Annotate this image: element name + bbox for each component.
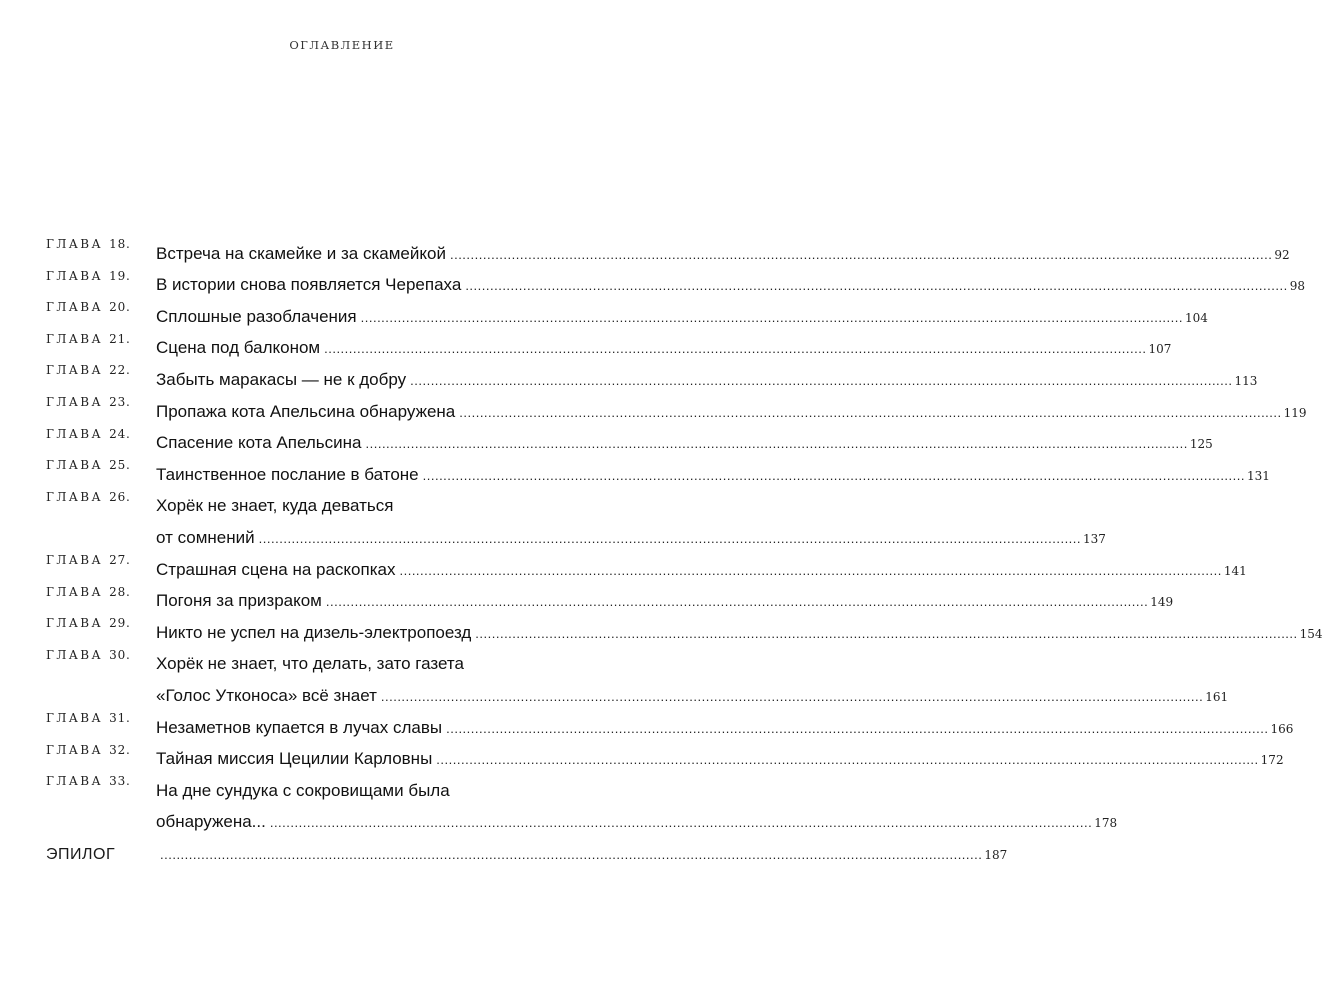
page-header: ОГЛАВЛЕНИЕ: [289, 38, 395, 52]
toc-entry[interactable]: [46, 390, 1307, 422]
leader-dots: [366, 437, 1188, 453]
chapter-title: Страшная сцена на раскопках: [156, 559, 396, 579]
toc-entry[interactable]: [46, 358, 1258, 390]
toc-entry[interactable]: [46, 327, 1172, 359]
page-number: 137: [1083, 531, 1106, 546]
page-number: 141: [1223, 563, 1247, 578]
page-number: 92: [1274, 247, 1290, 262]
chapter-title: Хорёк не знает, что делать, зато газета: [156, 654, 464, 674]
page-number: 149: [1150, 595, 1174, 610]
page-number: 154: [1299, 626, 1323, 641]
chapter-title: Тайная миссия Цецилии Карловны: [156, 749, 433, 769]
leader-dots: [465, 279, 1287, 295]
chapter-number: 21.: [109, 331, 131, 346]
chapter-word: ГЛАВА: [46, 710, 103, 725]
toc-entry[interactable]: [46, 643, 1229, 706]
chapter-label: [46, 264, 156, 283]
chapter-title: Сплошные разоблачения: [156, 306, 357, 326]
leader-dots: [423, 469, 1245, 485]
page-number: 166: [1270, 721, 1294, 736]
page-number: 119: [1283, 405, 1307, 420]
leader-dots: [326, 595, 1148, 611]
chapter-word: ГЛАВА: [46, 489, 103, 504]
chapter-number: 31.: [109, 710, 131, 725]
page-number: 107: [1148, 342, 1172, 357]
chapter-label: [46, 738, 156, 757]
chapter-number: 33.: [109, 774, 131, 789]
chapter-label: [46, 769, 156, 788]
toc-entry[interactable]: [46, 485, 1106, 548]
chapter-label: [46, 422, 156, 441]
chapter-label: [46, 390, 156, 409]
epilogue-page-number: 187: [984, 847, 1008, 862]
chapter-label: [46, 232, 156, 251]
toc-entry[interactable]: [46, 548, 1247, 580]
leader-dots: [270, 816, 1092, 832]
chapter-word: ГЛАВА: [46, 394, 103, 409]
chapter-title: обнаружена...: [156, 812, 266, 832]
chapter-word: ГЛАВА: [46, 458, 103, 473]
page-number: 104: [1185, 310, 1208, 325]
toc-entry[interactable]: [46, 264, 1305, 296]
chapter-number: 32.: [109, 742, 131, 757]
toc-entry[interactable]: [46, 453, 1270, 485]
leader-dots: [446, 722, 1268, 738]
chapter-title: Спасение кота Апельсина: [156, 433, 362, 453]
chapter-label: [46, 358, 156, 377]
chapter-label: [46, 295, 156, 314]
chapter-title: Никто не успел на дизель-электропоезд: [156, 622, 472, 642]
page-number: 98: [1289, 279, 1305, 294]
chapter-word: ГЛАВА: [46, 584, 103, 599]
chapter-label: [46, 706, 156, 725]
chapter-title: Пропажа кота Апельсина обнаружена: [156, 401, 456, 421]
chapter-number: 25.: [109, 458, 131, 473]
leader-dots: [324, 342, 1146, 358]
chapter-label: [46, 580, 156, 599]
chapter-word: ГЛАВА: [46, 774, 103, 789]
chapter-title: от сомнений: [156, 527, 255, 547]
chapter-word: ГЛАВА: [46, 331, 103, 346]
chapter-label: [46, 643, 156, 662]
chapter-word: ГЛАВА: [46, 426, 103, 441]
leader-dots: [475, 627, 1297, 643]
leader-dots: [259, 532, 1081, 548]
chapter-number: 18.: [109, 237, 131, 251]
chapter-word: ГЛАВА: [46, 552, 103, 567]
leader-dots: [459, 406, 1281, 422]
chapter-title: В истории снова появляется Черепаха: [156, 275, 462, 295]
chapter-title: Встреча на скамейке и за скамейкой: [156, 243, 446, 263]
toc-entry[interactable]: [46, 295, 1208, 327]
chapter-number: 20.: [109, 300, 131, 315]
page-number: 172: [1260, 753, 1284, 768]
chapter-word: ГЛАВА: [46, 616, 103, 631]
leader-dots: [410, 374, 1232, 390]
toc-entry[interactable]: [46, 232, 1290, 264]
epilogue-label: ЭПИЛОГ: [46, 845, 116, 863]
page-number: 113: [1234, 373, 1258, 388]
chapter-title: Таинственное послание в батоне: [156, 464, 419, 484]
chapter-number: 27.: [109, 552, 131, 567]
leader-dots: [450, 248, 1272, 264]
chapter-label: [46, 548, 156, 567]
chapter-number: 29.: [109, 616, 131, 631]
toc-entry[interactable]: [46, 769, 1118, 832]
toc-entry[interactable]: [46, 706, 1294, 738]
chapter-label: [46, 485, 156, 504]
chapter-word: ГЛАВА: [46, 237, 103, 251]
chapter-title: «Голос Утконоса» всё знает: [156, 685, 377, 705]
chapter-number: 30.: [109, 647, 131, 662]
chapter-title: Сцена под балконом: [156, 338, 321, 358]
chapter-word: ГЛАВА: [46, 300, 103, 315]
page-number: 178: [1094, 816, 1118, 831]
leader-dots: [381, 690, 1203, 706]
chapter-word: ГЛАВА: [46, 647, 103, 662]
chapter-title: Хорёк не знает, куда деваться: [156, 496, 394, 516]
chapter-label: [46, 453, 156, 472]
chapter-title: На дне сундука с сокровищами была: [156, 780, 450, 800]
leader-dots: [160, 848, 982, 864]
table-of-contents: [46, 232, 1323, 864]
page-number: 131: [1247, 468, 1270, 483]
chapter-title: Забыть маракасы — не к добру: [156, 369, 407, 389]
leader-dots: [361, 311, 1183, 327]
toc-entry-epilogue[interactable]: [46, 832, 1008, 864]
chapter-number: 22.: [109, 363, 131, 378]
toc-entry[interactable]: [46, 580, 1174, 612]
chapter-word: ГЛАВА: [46, 268, 103, 283]
toc-entry[interactable]: [46, 422, 1213, 454]
toc-entries: [46, 232, 1323, 832]
page-number: 161: [1205, 689, 1229, 704]
toc-entry[interactable]: [46, 738, 1284, 770]
chapter-word: ГЛАВА: [46, 742, 103, 757]
page-number: 125: [1189, 437, 1213, 452]
chapter-word: ГЛАВА: [46, 363, 103, 378]
chapter-label: [46, 611, 156, 630]
chapter-number: 19.: [109, 268, 131, 283]
leader-dots: [399, 564, 1221, 580]
chapter-number: 28.: [109, 584, 131, 599]
chapter-number: 26.: [109, 489, 131, 504]
chapter-label: [46, 327, 156, 346]
chapter-number: 24.: [109, 426, 131, 441]
chapter-number: 23.: [109, 394, 131, 409]
leader-dots: [436, 753, 1258, 769]
chapter-title: Незаметнов купается в лучах славы: [156, 717, 443, 737]
chapter-title: Погоня за призраком: [156, 591, 322, 611]
toc-entry[interactable]: [46, 611, 1323, 643]
